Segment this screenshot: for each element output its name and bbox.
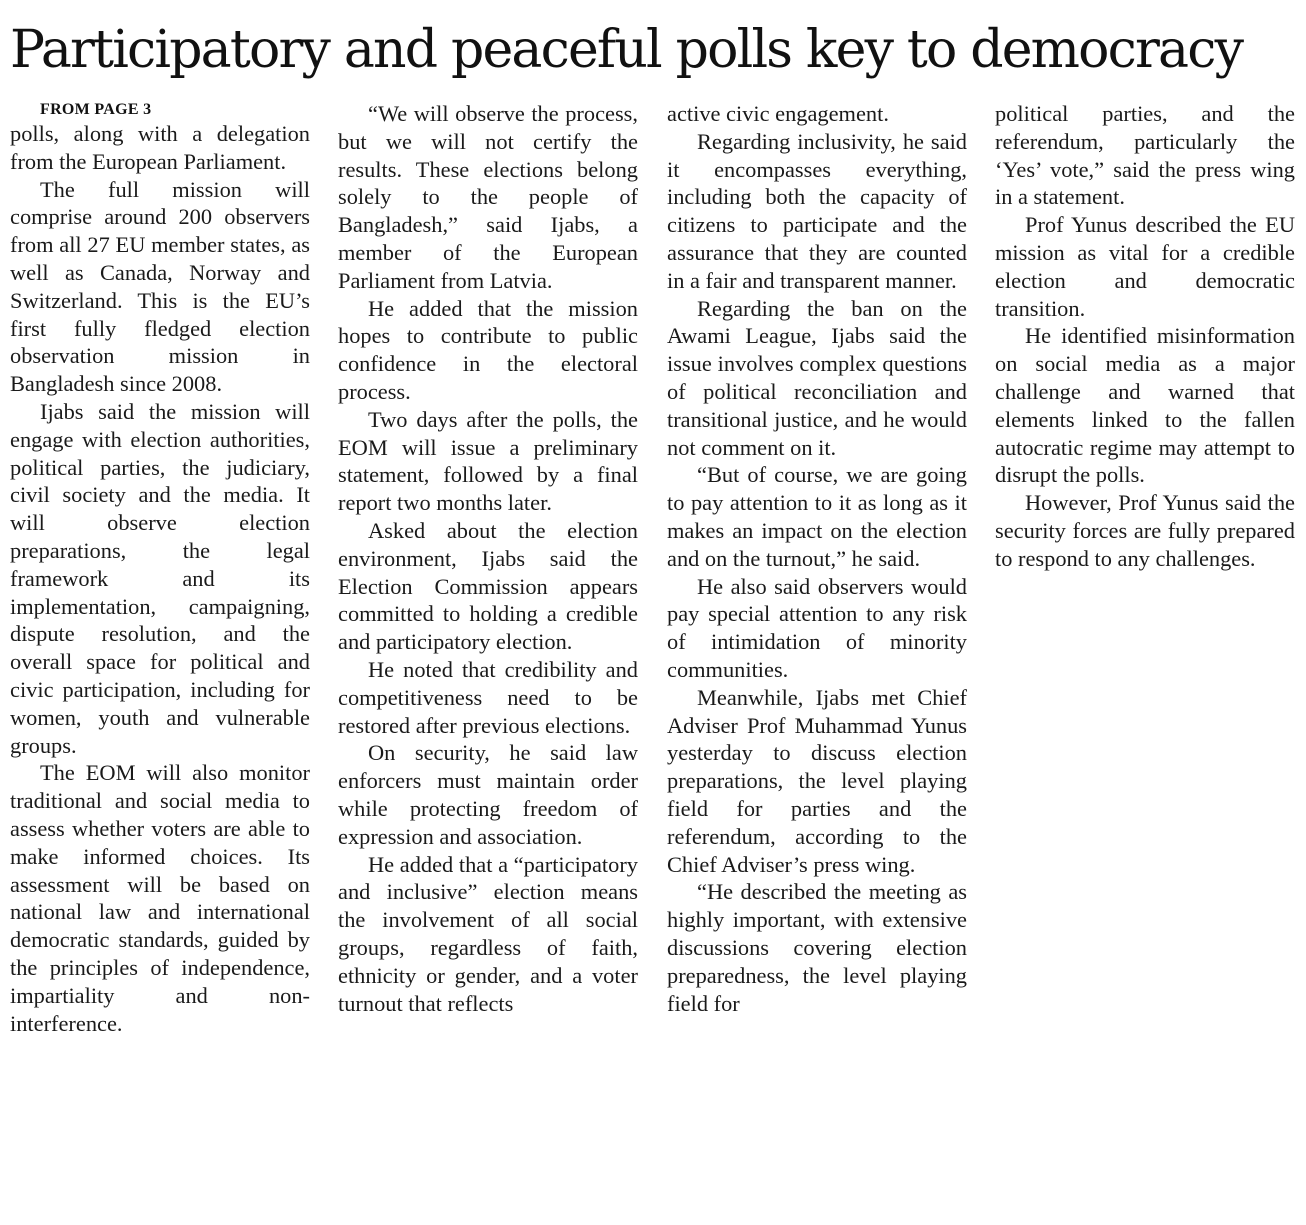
paragraph: active civic engagement. <box>667 101 889 126</box>
paragraph: Regarding the ban on the Awami League, Ijabs said the issue involves complex questions of political reconciliation and transitional justice, and he would not comment on it. <box>667 295 967 460</box>
paragraph: Regarding inclusivity, he said it encompasses everything, including both the capacity of citizens to participate and the assurance that they are counted in a fair and transparent manner. <box>667 128 967 293</box>
paragraph: polls, along with a delegation from the European Parliament. <box>10 121 310 174</box>
paragraph: “We will observe the process, but we will not certify the results. These elections belong solely to the people of Bangladesh,” said Ijabs, a member of the European Parliament from Latvia. <box>338 101 638 293</box>
article-column-4 <box>995 100 1295 573</box>
paragraph: On security, he said law enforcers must maintain order while protecting freedom of expression and association. <box>338 740 638 849</box>
article-column-1 <box>10 100 310 1037</box>
article-headline: Participatory and peaceful polls key to democracy <box>10 20 1243 80</box>
paragraph: He noted that credibility and competitiveness need to be restored after previous elections. <box>338 656 638 738</box>
article-column-3 <box>667 100 967 1017</box>
paragraph: Two days after the polls, the EOM will issue a preliminary statement, followed by a final report two months later. <box>338 406 638 516</box>
paragraph: He added that a “participatory and inclusive” election means the involvement of all social groups, regardless of faith, ethnicity or gender, and a voter turnout that reflects <box>338 851 638 1016</box>
paragraph: The EOM will also monitor traditional and social media to assess whether voters are able to make informed choices. Its assessment will be based on national law and international democratic standards, guided by the principles of independence, impartiality and non-interference. <box>10 760 310 1036</box>
paragraph: However, Prof Yunus said the security forces are fully prepared to respond to any challenges. <box>995 490 1295 571</box>
paragraph: Ijabs said the mission will engage with election authorities, political parties, the judiciary, civil society and the media. It will observe election preparations, the legal framework and its implementation, campaigning, dispute resolution, and the overall space for political and civic participation, including for women, youth and vulnerable groups. <box>10 398 310 758</box>
paragraph: Prof Yunus described the EU mission as vital for a credible election and democratic transition. <box>995 212 1295 321</box>
paragraph: “But of course, we are going to pay attention to it as long as it makes an impact on the election and on the turnout,” he said. <box>667 462 967 571</box>
paragraph: Asked about the election environment, Ijabs said the Election Commission appears committed to holding a credible and participatory election. <box>338 517 638 655</box>
paragraph: The full mission will comprise around 200 observers from all 27 EU member states, as well as Canada, Norway and Switzerland. This is the EU’s first fully fledged election observation mission in Bangladesh since 2008. <box>10 176 310 397</box>
paragraph: Meanwhile, Ijabs met Chief Adviser Prof Muhammad Yunus yesterday to discuss election preparations, the level playing field for parties and the referendum, according to the Chief Adviser’s press wing. <box>667 684 967 877</box>
paragraph: He identified misinformation on social media as a major challenge and warned that elements linked to the fallen autocratic regime may attempt to disrupt the polls. <box>995 323 1295 488</box>
article-column-2 <box>338 100 638 1017</box>
paragraph: He added that the mission hopes to contribute to public confidence in the electoral process. <box>338 295 638 404</box>
paragraph: He also said observers would pay special attention to any risk of intimidation of minority communities. <box>667 573 967 682</box>
continuation-kicker: FROM PAGE 3 <box>40 101 152 118</box>
paragraph: political parties, and the referendum, particularly the ‘Yes’ vote,” said the press wing in a statement. <box>995 101 1295 210</box>
paragraph: “He described the meeting as highly important, with extensive discussions covering election preparedness, the level playing field for <box>667 879 967 1016</box>
